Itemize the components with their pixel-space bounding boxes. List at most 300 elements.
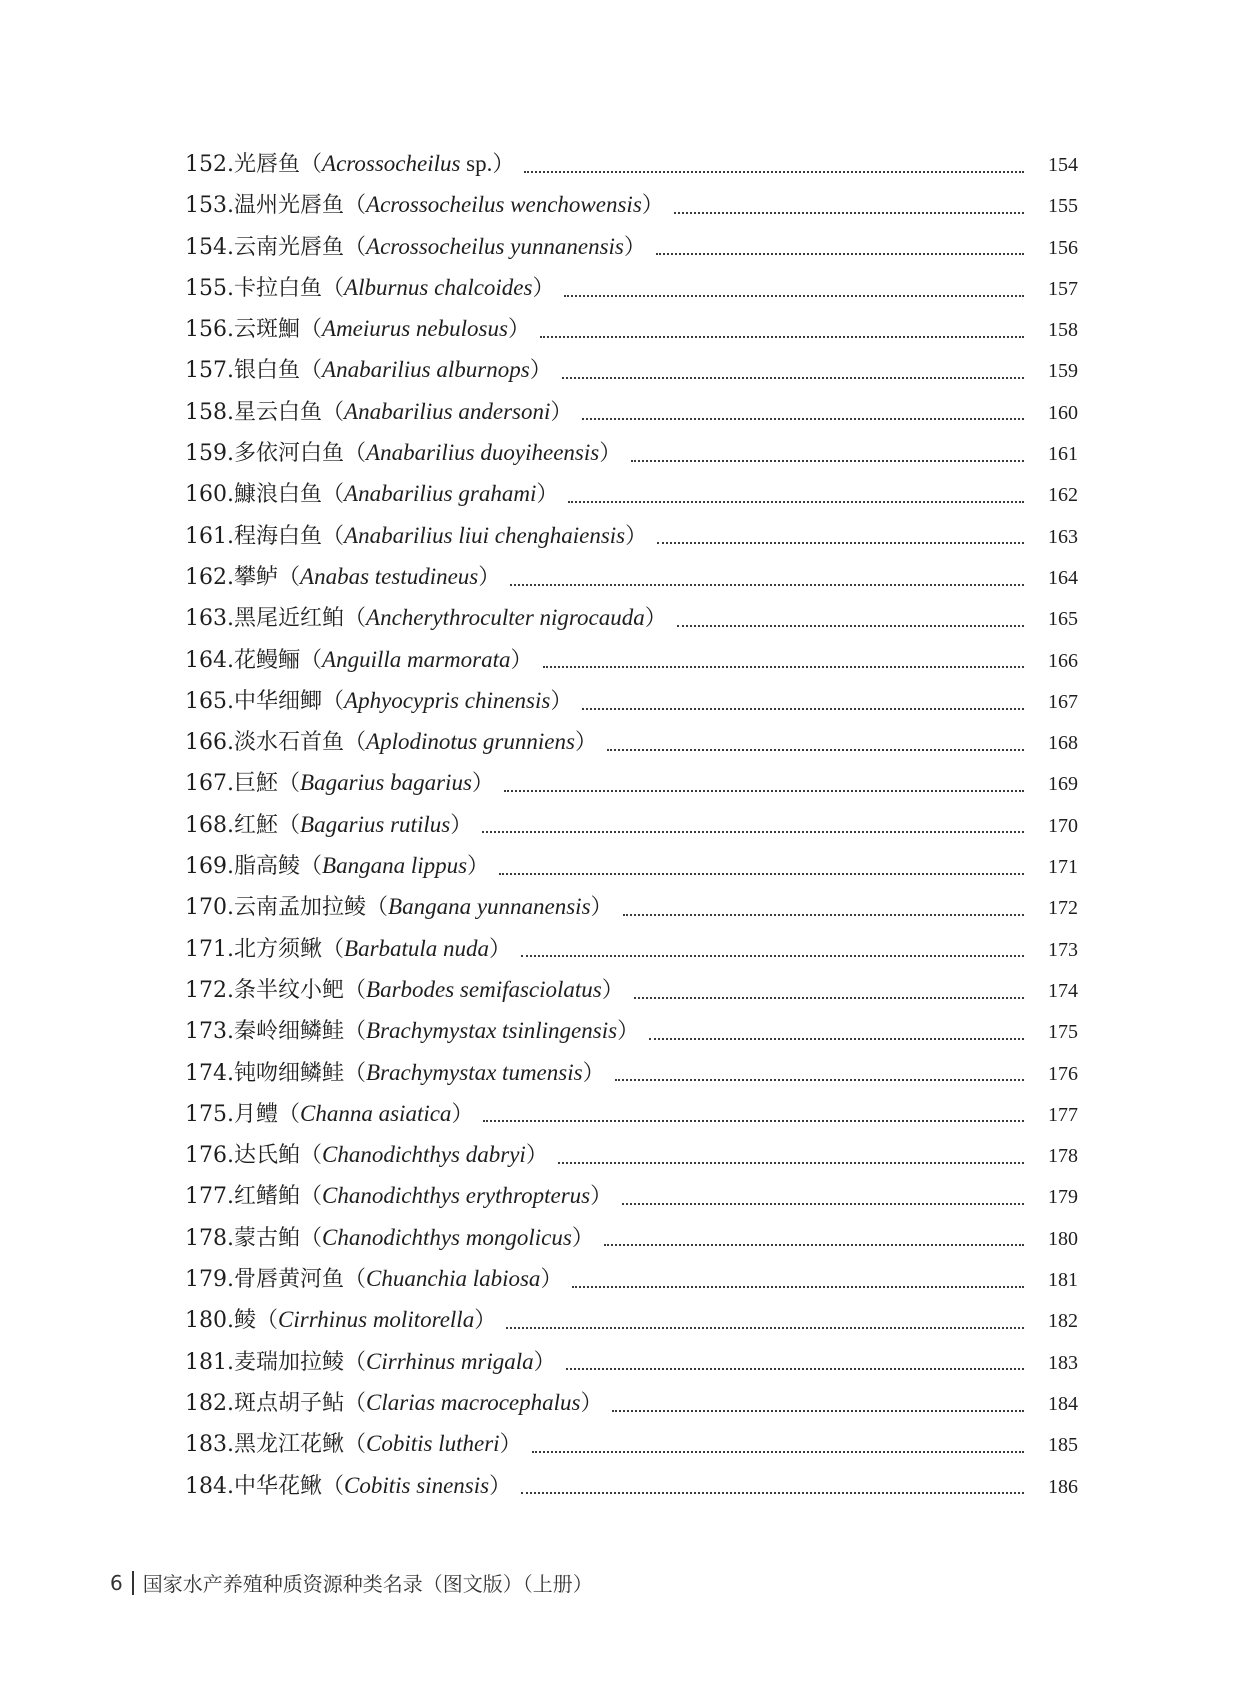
entry-chinese-name: 黑龙江花鳅 xyxy=(233,1432,344,1458)
dot-leader xyxy=(524,171,1024,173)
entry-number: 172. xyxy=(185,977,234,1003)
entry-title xyxy=(185,230,646,261)
entry-title xyxy=(185,519,647,550)
entry-paren-close: ） xyxy=(644,606,667,632)
entry-paren-open: （ xyxy=(322,1473,345,1499)
entry-chinese-name: 月鳢 xyxy=(233,1101,278,1127)
entry-chinese-name: 秦岭细鳞鲑 xyxy=(233,1019,344,1045)
toc-entry[interactable] xyxy=(185,188,1078,229)
entry-page-number[interactable]: 160 xyxy=(1048,401,1078,424)
entry-number: 161. xyxy=(185,523,234,549)
entry-title xyxy=(185,147,514,178)
entry-latin-name: Alburnus chalcoides xyxy=(344,274,533,300)
toc-entry[interactable] xyxy=(185,230,1078,271)
entry-title xyxy=(185,684,572,715)
toc-entry[interactable] xyxy=(185,436,1078,477)
entry-paren-close: ） xyxy=(601,977,624,1003)
entry-title xyxy=(185,808,472,839)
entry-chinese-name: 麦瑞加拉鲮 xyxy=(233,1349,344,1375)
entry-title xyxy=(185,1138,548,1169)
toc-entry[interactable] xyxy=(185,766,1078,807)
entry-paren-close: ） xyxy=(550,399,573,425)
toc-entry[interactable] xyxy=(185,1179,1078,1220)
entry-chinese-name: 攀鲈 xyxy=(233,564,278,590)
toc-entry[interactable] xyxy=(185,684,1078,725)
dot-leader xyxy=(649,1038,1024,1040)
dot-leader xyxy=(562,377,1024,379)
entry-number: 152. xyxy=(185,152,234,177)
entry-page-number[interactable]: 177 xyxy=(1048,1103,1078,1126)
entry-chinese-name: 多依河白鱼 xyxy=(233,441,344,467)
dot-leader xyxy=(623,914,1024,916)
entry-paren-close: ） xyxy=(617,1019,640,1045)
entry-paren-open: （ xyxy=(322,936,345,962)
toc-entry[interactable] xyxy=(185,1262,1078,1303)
dot-leader xyxy=(521,955,1024,957)
entry-number: 171. xyxy=(185,936,234,962)
entry-title xyxy=(185,973,624,1004)
entry-number: 154. xyxy=(185,234,234,260)
toc-entry[interactable] xyxy=(185,353,1078,394)
toc-entry[interactable] xyxy=(185,519,1078,560)
entry-paren-close: ） xyxy=(580,1390,603,1416)
entry-latin-name: Barbatula nuda xyxy=(344,935,490,961)
entry-page-number[interactable]: 157 xyxy=(1048,277,1078,300)
entry-number: 160. xyxy=(185,482,234,508)
entry-paren-open: （ xyxy=(366,895,389,921)
entry-number: 163. xyxy=(185,606,234,632)
entry-title xyxy=(185,1345,556,1376)
entry-chinese-name: 星云白鱼 xyxy=(233,399,322,425)
entry-chinese-name: 红鳍鲌 xyxy=(233,1184,300,1210)
entry-paren-close: ） xyxy=(489,1473,512,1499)
entry-paren-open: （ xyxy=(344,730,367,756)
entry-paren-open: （ xyxy=(344,977,367,1003)
entry-paren-open: （ xyxy=(344,1019,367,1045)
entry-chinese-name: 中华细鲫 xyxy=(233,688,322,714)
entry-title xyxy=(185,890,613,921)
entry-page-number[interactable]: 175 xyxy=(1048,1021,1078,1044)
toc-entry[interactable] xyxy=(185,973,1078,1014)
entry-chinese-name: 达氏鲌 xyxy=(233,1143,300,1169)
entry-latin-name: Anabarilius andersoni xyxy=(344,398,551,424)
entry-number: 167. xyxy=(185,771,234,797)
entry-paren-close: ） xyxy=(582,1060,605,1086)
entry-number: 175. xyxy=(185,1101,234,1127)
entry-number: 158. xyxy=(185,399,234,425)
entry-chinese-name: 云南孟加拉鲮 xyxy=(233,895,366,921)
dot-leader xyxy=(510,584,1024,586)
entry-page-number[interactable]: 163 xyxy=(1048,525,1078,548)
entry-number: 170. xyxy=(185,895,234,921)
entry-chinese-name: 花鳗鲡 xyxy=(233,647,300,673)
entry-page-number[interactable]: 184 xyxy=(1048,1392,1078,1415)
entry-paren-open: （ xyxy=(322,482,345,508)
dot-leader xyxy=(568,501,1024,503)
entry-page-number[interactable]: 168 xyxy=(1048,732,1078,755)
entry-title xyxy=(185,312,530,343)
entry-number: 181. xyxy=(185,1349,234,1375)
dot-leader xyxy=(656,253,1024,255)
entry-page-number[interactable]: 159 xyxy=(1048,360,1078,383)
dot-leader xyxy=(543,666,1024,668)
entry-paren-close: ） xyxy=(467,854,490,880)
entry-number: 177. xyxy=(185,1184,234,1210)
entry-chinese-name: 斑点胡子鲇 xyxy=(233,1390,344,1416)
entry-page-number[interactable]: 155 xyxy=(1048,195,1078,218)
entry-title xyxy=(185,188,664,219)
entry-paren-close: ） xyxy=(507,317,530,343)
footer-divider xyxy=(132,1571,134,1595)
entry-paren-close: ） xyxy=(641,193,664,219)
entry-number: 159. xyxy=(185,441,234,467)
entry-chinese-name: 巨魾 xyxy=(233,771,278,797)
entry-latin-name: Brachymystax tsinlingensis xyxy=(366,1018,618,1044)
entry-latin-name: Brachymystax tumensis xyxy=(366,1059,583,1085)
entry-latin-name: Chanodichthys erythropterus xyxy=(322,1183,591,1209)
entry-title xyxy=(185,1386,602,1417)
entry-chinese-name: 鲮 xyxy=(233,1308,256,1334)
dot-leader xyxy=(612,1410,1024,1412)
entry-number: 176. xyxy=(185,1143,234,1169)
dot-leader xyxy=(483,1120,1024,1122)
entry-chinese-name: 卡拉白鱼 xyxy=(233,275,322,301)
entry-page-number[interactable]: 167 xyxy=(1048,690,1078,713)
entry-chinese-name: 骨唇黄河鱼 xyxy=(233,1267,344,1293)
entry-latin-name: Anabarilius liui chenghaiensis xyxy=(344,522,626,548)
entry-page-number[interactable]: 166 xyxy=(1048,649,1078,672)
toc-entry[interactable] xyxy=(185,147,1078,188)
toc-entry[interactable] xyxy=(185,1303,1078,1344)
entry-paren-close: ） xyxy=(492,152,515,177)
entry-paren-open: （ xyxy=(344,441,367,467)
entry-title xyxy=(185,1427,522,1458)
entry-latin-name: Chuanchia labiosa xyxy=(366,1266,541,1292)
entry-page-number[interactable]: 176 xyxy=(1048,1062,1078,1085)
toc-entry[interactable] xyxy=(185,477,1078,518)
entry-paren-open: （ xyxy=(256,1308,279,1334)
toc-entry[interactable] xyxy=(185,1386,1078,1427)
entry-paren-close: ） xyxy=(510,647,533,673)
dot-leader xyxy=(566,1368,1024,1370)
dot-leader xyxy=(482,831,1024,833)
entry-paren-close: ） xyxy=(536,482,559,508)
entry-paren-close: ） xyxy=(550,688,573,714)
dot-leader xyxy=(521,1492,1024,1494)
entry-number: 169. xyxy=(185,854,234,880)
entry-latin-name: Chanodichthys dabryi xyxy=(322,1142,526,1168)
entry-latin-name: Anabas testudineus xyxy=(300,563,479,589)
toc-entry[interactable] xyxy=(185,1469,1078,1510)
entry-number: 174. xyxy=(185,1060,234,1086)
entry-paren-close: ） xyxy=(450,812,473,838)
entry-latin-suffix: sp. xyxy=(460,151,493,176)
entry-title xyxy=(185,271,554,302)
entry-paren-open: （ xyxy=(300,854,323,880)
entry-title xyxy=(185,766,494,797)
entry-page-number[interactable]: 180 xyxy=(1048,1227,1078,1250)
entry-chinese-name: 淡水石首鱼 xyxy=(233,730,344,756)
dot-leader xyxy=(582,708,1024,710)
toc-entry[interactable] xyxy=(185,395,1078,436)
entry-page-number[interactable]: 182 xyxy=(1048,1310,1078,1333)
entry-paren-open: （ xyxy=(278,771,301,797)
entry-paren-open: （ xyxy=(344,193,367,219)
dot-leader xyxy=(540,336,1024,338)
toc-entry[interactable] xyxy=(185,1345,1078,1386)
entry-page-number[interactable]: 181 xyxy=(1048,1269,1078,1292)
dot-leader xyxy=(532,1451,1024,1453)
entry-paren-close: ） xyxy=(533,1349,556,1375)
entry-paren-close: ） xyxy=(489,936,512,962)
entry-paren-open: （ xyxy=(344,1060,367,1086)
entry-chinese-name: 温州光唇鱼 xyxy=(233,193,344,219)
dot-leader xyxy=(504,790,1024,792)
entry-paren-open: （ xyxy=(344,1432,367,1458)
dot-leader xyxy=(634,997,1024,999)
entry-paren-open: （ xyxy=(278,812,301,838)
entry-title xyxy=(185,1303,496,1334)
entry-number: 182. xyxy=(185,1390,234,1416)
toc-entry[interactable] xyxy=(185,890,1078,931)
dot-leader xyxy=(506,1327,1024,1329)
entry-page-number[interactable]: 172 xyxy=(1048,897,1078,920)
entry-latin-name: Bagarius rutilus xyxy=(300,811,451,837)
entry-paren-close: ） xyxy=(590,1184,613,1210)
entry-page-number[interactable]: 164 xyxy=(1048,566,1078,589)
entry-latin-name: Cobitis sinensis xyxy=(344,1472,490,1498)
toc-entry[interactable] xyxy=(185,1221,1078,1262)
entry-title xyxy=(185,395,572,426)
entry-paren-close: ） xyxy=(525,1143,548,1169)
entry-title xyxy=(185,932,511,963)
entry-paren-open: （ xyxy=(344,1390,367,1416)
entry-paren-open: （ xyxy=(300,1225,323,1251)
dot-leader xyxy=(564,295,1024,297)
entry-latin-name: Acrossocheilus xyxy=(322,151,461,176)
dot-leader xyxy=(657,542,1024,544)
entry-number: 183. xyxy=(185,1432,234,1458)
entry-latin-name: Ameiurus nebulosus xyxy=(322,316,508,342)
dot-leader xyxy=(674,212,1024,214)
entry-paren-close: ） xyxy=(571,1225,594,1251)
entry-chinese-name: 云南光唇鱼 xyxy=(233,234,344,260)
entry-paren-close: ） xyxy=(625,523,648,549)
entry-title xyxy=(185,436,621,467)
entry-number: 173. xyxy=(185,1019,234,1045)
entry-page-number[interactable]: 179 xyxy=(1048,1186,1078,1209)
toc-entry[interactable] xyxy=(185,1014,1078,1055)
entry-paren-close: ） xyxy=(471,771,494,797)
entry-latin-name: Cirrhinus mrigala xyxy=(366,1348,534,1374)
entry-number: 157. xyxy=(185,358,234,384)
entry-chinese-name: 红魾 xyxy=(233,812,278,838)
entry-page-number[interactable]: 185 xyxy=(1048,1434,1078,1457)
entry-title xyxy=(185,1179,612,1210)
entry-paren-close: ） xyxy=(532,275,555,301)
entry-latin-name: Aplodinotus grunniens xyxy=(366,729,575,755)
entry-page-number[interactable]: 162 xyxy=(1048,484,1078,507)
entry-page-number[interactable]: 173 xyxy=(1048,938,1078,961)
entry-paren-open: （ xyxy=(278,564,301,590)
entry-latin-name: Anabarilius duoyiheensis xyxy=(366,440,600,466)
entry-page-number[interactable]: 178 xyxy=(1048,1145,1078,1168)
entry-title xyxy=(185,1469,511,1500)
entry-paren-open: （ xyxy=(322,523,345,549)
entry-title xyxy=(185,1262,562,1293)
toc-entry[interactable] xyxy=(185,808,1078,849)
entry-latin-name: Acrossocheilus yunnanensis xyxy=(366,233,624,259)
entry-paren-open: （ xyxy=(322,399,345,425)
entry-title xyxy=(185,849,489,880)
toc-entry[interactable] xyxy=(185,643,1078,684)
dot-leader xyxy=(558,1162,1024,1164)
entry-number: 180. xyxy=(185,1308,234,1334)
entry-latin-name: Chanodichthys mongolicus xyxy=(322,1224,572,1250)
entry-title xyxy=(185,725,597,756)
entry-latin-name: Clarias macrocephalus xyxy=(366,1389,581,1415)
toc-entry[interactable] xyxy=(185,1097,1078,1138)
entry-page-number[interactable]: 156 xyxy=(1048,236,1078,259)
entry-latin-name: Cobitis lutheri xyxy=(366,1431,500,1457)
toc-entry[interactable] xyxy=(185,1138,1078,1179)
entry-chinese-name: 黑尾近红鲌 xyxy=(233,606,344,632)
entry-chinese-name: 中华花鳅 xyxy=(233,1473,322,1499)
toc-entry[interactable] xyxy=(185,725,1078,766)
entry-chinese-name: 脂高鲮 xyxy=(233,854,300,880)
toc-entry[interactable] xyxy=(185,1427,1078,1468)
entry-number: 156. xyxy=(185,317,234,343)
entry-title xyxy=(185,643,533,674)
entry-paren-close: ） xyxy=(590,895,613,921)
entry-chinese-name: 银白鱼 xyxy=(233,358,300,384)
dot-leader xyxy=(677,625,1024,627)
entry-page-number[interactable]: 154 xyxy=(1048,154,1078,176)
entry-paren-open: （ xyxy=(322,688,345,714)
entry-paren-open: （ xyxy=(300,152,323,177)
entry-page-number[interactable]: 165 xyxy=(1048,608,1078,631)
entry-number: 166. xyxy=(185,730,234,756)
footer-page-number: 6 xyxy=(110,1570,123,1595)
entry-chinese-name: 程海白鱼 xyxy=(233,523,322,549)
dot-leader xyxy=(622,1203,1024,1205)
entry-number: 155. xyxy=(185,275,234,301)
entry-paren-close: ） xyxy=(474,1308,497,1334)
toc-entry[interactable] xyxy=(185,560,1078,601)
entry-number: 162. xyxy=(185,564,234,590)
toc-entry[interactable] xyxy=(185,1056,1078,1097)
toc-entry[interactable] xyxy=(185,312,1078,353)
entry-latin-name: Bangana lippus xyxy=(322,853,468,879)
entry-paren-close: ） xyxy=(478,564,501,590)
dot-leader xyxy=(604,1244,1024,1246)
entry-number: 179. xyxy=(185,1267,234,1293)
entry-page-number[interactable]: 169 xyxy=(1048,773,1078,796)
entry-chinese-name: 云斑鮰 xyxy=(233,317,300,343)
entry-paren-close: ） xyxy=(574,730,597,756)
entry-chinese-name: 条半纹小鲃 xyxy=(233,977,344,1003)
toc-entry[interactable] xyxy=(185,932,1078,973)
dot-leader xyxy=(582,418,1024,420)
entry-paren-open: （ xyxy=(344,234,367,260)
dot-leader xyxy=(615,1079,1024,1081)
entry-title xyxy=(185,477,558,508)
entry-title xyxy=(185,1221,594,1252)
entry-page-number[interactable]: 170 xyxy=(1048,814,1078,837)
entry-chinese-name: 鱇浪白鱼 xyxy=(233,482,322,508)
entry-paren-open: （ xyxy=(344,1349,367,1375)
entry-paren-close: ） xyxy=(599,441,622,467)
entry-latin-name: Aphyocypris chinensis xyxy=(344,687,551,713)
entry-latin-name: Bagarius bagarius xyxy=(300,770,472,796)
entry-paren-open: （ xyxy=(344,1267,367,1293)
entry-latin-name: Ancherythroculter nigrocauda xyxy=(366,605,645,631)
entry-paren-open: （ xyxy=(344,606,367,632)
entry-page-number[interactable]: 161 xyxy=(1048,443,1078,466)
entry-chinese-name: 蒙古鲌 xyxy=(233,1225,300,1251)
dot-leader xyxy=(572,1286,1024,1288)
entry-number: 165. xyxy=(185,688,234,714)
entry-number: 178. xyxy=(185,1225,234,1251)
entry-title xyxy=(185,353,552,384)
entry-latin-name: Cirrhinus molitorella xyxy=(278,1307,475,1333)
entry-number: 168. xyxy=(185,812,234,838)
entry-title xyxy=(185,560,500,591)
entry-number: 164. xyxy=(185,647,234,673)
entry-page-number[interactable]: 186 xyxy=(1048,1475,1078,1498)
entry-paren-close: ） xyxy=(540,1267,563,1293)
dot-leader xyxy=(631,460,1024,462)
toc-entry[interactable] xyxy=(185,601,1078,642)
entry-title xyxy=(185,601,667,632)
entry-latin-name: Channa asiatica xyxy=(300,1100,452,1126)
entry-page-number[interactable]: 158 xyxy=(1048,319,1078,342)
entry-paren-close: ） xyxy=(499,1432,522,1458)
toc-entry[interactable] xyxy=(185,849,1078,890)
entry-page-number[interactable]: 171 xyxy=(1048,856,1078,879)
entry-title xyxy=(185,1097,473,1128)
entry-paren-open: （ xyxy=(300,317,323,343)
entry-title xyxy=(185,1014,639,1045)
entry-latin-name: Barbodes semifasciolatus xyxy=(366,976,602,1002)
entry-paren-close: ） xyxy=(451,1101,474,1127)
entry-paren-close: ） xyxy=(623,234,646,260)
dot-leader xyxy=(499,873,1024,875)
entry-chinese-name: 钝吻细鳞鲑 xyxy=(233,1060,344,1086)
entry-page-number[interactable]: 174 xyxy=(1048,979,1078,1002)
entry-number: 153. xyxy=(185,193,234,219)
entry-paren-open: （ xyxy=(278,1101,301,1127)
entry-page-number[interactable]: 183 xyxy=(1048,1351,1078,1374)
table-of-contents xyxy=(185,147,1078,1510)
entry-chinese-name: 北方须鳅 xyxy=(233,936,322,962)
entry-paren-open: （ xyxy=(300,647,323,673)
entry-title xyxy=(185,1056,605,1087)
entry-paren-open: （ xyxy=(322,275,345,301)
entry-latin-name: Anguilla marmorata xyxy=(322,646,511,672)
entry-paren-open: （ xyxy=(300,1184,323,1210)
entry-latin-name: Bangana yunnanensis xyxy=(388,894,591,920)
entry-paren-close: ） xyxy=(529,358,552,384)
entry-number: 184. xyxy=(185,1473,234,1499)
toc-entry[interactable] xyxy=(185,271,1078,312)
dot-leader xyxy=(607,749,1024,751)
entry-chinese-name: 光唇鱼 xyxy=(233,152,300,177)
entry-latin-name: Anabarilius grahami xyxy=(344,481,537,507)
page-footer xyxy=(110,1568,593,1597)
entry-latin-name: Anabarilius alburnops xyxy=(322,357,530,383)
entry-latin-name: Acrossocheilus wenchowensis xyxy=(366,192,642,218)
